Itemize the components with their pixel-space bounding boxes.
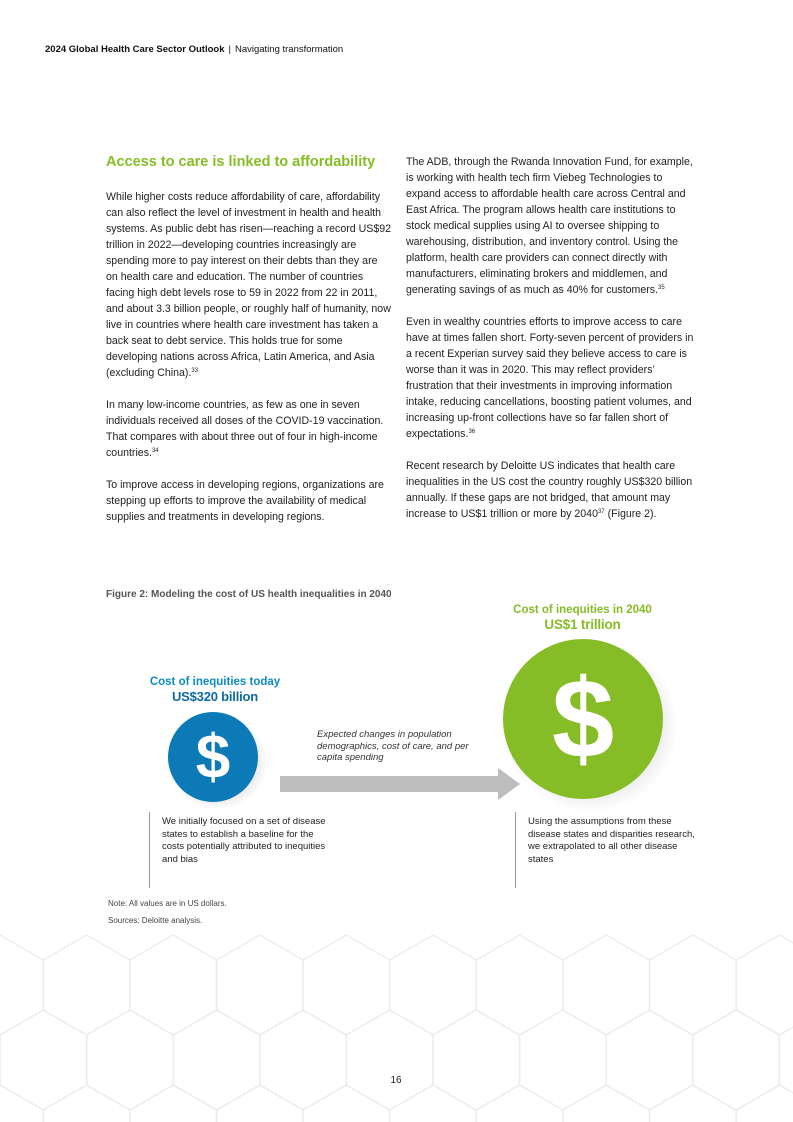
footnote-ref: 35 (658, 285, 665, 291)
figure-sources: Sources: Deloitte analysis. (108, 916, 203, 925)
progression-arrow (280, 768, 520, 800)
right-paragraph-1: The ADB, through the Rwanda Innovation Fund, for example, is working with health tech firm Viebeg Technologies to expand access to affordable health care across Central and East Africa. The program allows health care institutions to stock medical supplies using AI to oversee shipping to warehousing, distribution, and inventory control. Using the platform, health care providers can connect directly with manufacturers, eliminating brokers and middlemen, and generating savings of as much as 40% for customers.$^{35}$ (406, 156, 693, 296)
header-separator: | (228, 44, 231, 55)
future-cost-label: Cost of inequities in 2040 (513, 604, 652, 616)
left-description: We initially focused on a set of disease states to establish a baseline for the costs potentially attributed to inequities and bias (162, 816, 326, 865)
footnote-ref: 37 (597, 509, 605, 515)
right-paragraph-3: Recent research by Deloitte US indicates that health care inequalities in the US cost the country roughly US$320 billion annually. If these gaps are not bridged, that amount may increase to US$1 trillion or more by 2040$^{37}$ (Figure 2). (406, 460, 693, 520)
footnote-ref: 34 (151, 448, 159, 454)
right-callout-line (515, 812, 516, 888)
left-callout-line (149, 812, 150, 888)
today-dollar-icon: $ (195, 723, 231, 792)
left-paragraph-3: To improve access in developing regions, organizations are stepping up efforts to improve the availability of medical supplies and treatments in developing regions. (106, 479, 384, 523)
today-cost-label: Cost of inequities today (149, 676, 281, 688)
figure-note: Note: All values are in US dollars. (108, 899, 227, 908)
figure-title: Figure 2: Modeling the cost of US health inequalities in 2040 (106, 589, 392, 600)
future-dollar-icon: $ (551, 656, 615, 781)
footnote-ref: 33 (191, 368, 199, 374)
today-cost-value: US$320 billion (171, 689, 259, 704)
header-subtitle: Navigating transformation (234, 44, 344, 55)
footnote-ref: 36 (468, 429, 476, 435)
right-description: Using the assumptions from these disease states and disparities research, we extrapolated to all other disease states (528, 816, 695, 865)
left-paragraph-2: In many low-income countries, as few as one in seven individuals received all doses of the COVID-19 vaccination. That compares with about three out of four in high-income countries.$^{34}$ (106, 399, 384, 459)
header-title: 2024 Global Health Care Sector Outlook (45, 44, 225, 55)
arrow-caption: Expected changes in population demographics, cost of care, and per capita spending (317, 729, 469, 763)
right-paragraph-2: Even in wealthy countries efforts to improve access to care have at times fallen short. Forty-seven percent of providers in a recent Experian survey said they believe access to care is worse than it was in 2020. This may reflect providers’ frustration that their investments in improving information intake, reducing cancellations, boosting patient volumes, and increasing up-front collections have so far fallen short of expectations.$^{36}$ (406, 316, 694, 440)
section-heading: Access to care is linked to affordability (106, 154, 376, 170)
left-paragraph-1: While higher costs reduce affordability of care, affordability can also reflect the level of investment in health and health systems. As public debt has risen—reaching a record US$92 trillion in 2022—developing countries increasingly are spending more to pay interest on their debts than they are on health care and education. The number of countries facing high debt levels rose to 59 in 2022 from 22 in 2011, and about 3.3 billion people, or roughly half of humanity, now live in countries where health care investment has taken a back seat to debt service. This holds true for some developing nations across Africa, Latin America, and Asia (excluding China).$^{33}$ (106, 191, 391, 379)
page-number: 16 (390, 1075, 402, 1086)
future-cost-value: US$1 trillion (544, 617, 621, 632)
